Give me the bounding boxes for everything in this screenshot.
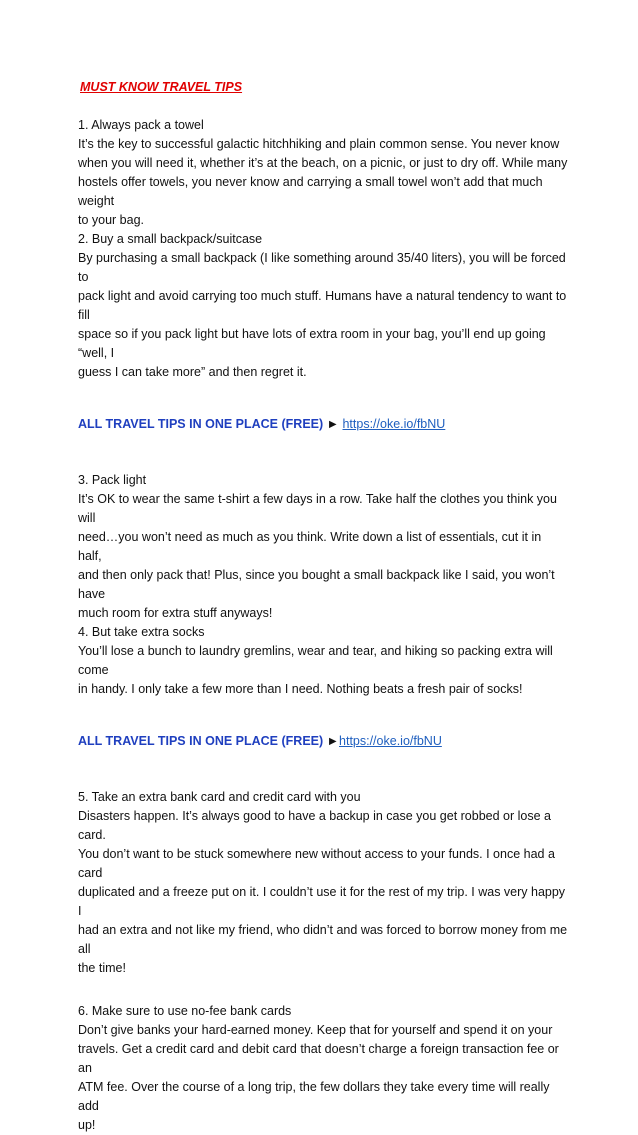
promo-link[interactable]: https://oke.io/fbNU <box>339 734 442 748</box>
tip-6-heading: 6. Make sure to use no-fee bank cards <box>78 1004 292 1018</box>
tip-4-heading: 4. But take extra socks <box>78 625 205 639</box>
promo-line-1 <box>78 415 568 434</box>
spacer <box>78 97 568 116</box>
tip-4-body: You’ll lose a bunch to laundry gremlins, wear and tear, and hiking so packing extra will come in handy. I only take a few more than I need. Nothing beats a fresh pair of socks! <box>78 644 553 696</box>
spacer <box>78 434 568 471</box>
tip-2-heading: 2. Buy a small backpack/suitcase <box>78 232 263 246</box>
tip-3-heading: 3. Pack light <box>78 473 147 487</box>
promo-line-2 <box>78 732 568 751</box>
promo-link[interactable]: https://oke.io/fbNU <box>342 417 446 431</box>
tip-1-heading: 1. Always pack a towel <box>78 118 204 132</box>
spacer <box>78 978 568 1002</box>
arrow-icon: ► <box>323 417 343 431</box>
tip-6-body: Don’t give banks your hard-earned money. Keep that for yourself and spend it on your travels. Get a credit card and debit card that doesn’t charge a foreign transaction fee or an ATM fee. Over the course of a long trip, the few dollars they take every time will really add up! <box>78 1023 559 1132</box>
document-title: MUST KNOW TRAVEL TIPS <box>80 80 243 94</box>
tip-5-heading: 5. Take an extra bank card and credit card with you <box>78 790 361 804</box>
tip-2-body: By purchasing a small backpack (I like something around 35/40 liters), you will be forced to pack light and avoid carrying too much stuff. Humans have a natural tendency to want to fill space so if you pack light but have lots of extra room in your bag, you’ll end up going “well, I guess I can take more” and then regret it. <box>78 251 567 379</box>
arrow-icon: ► <box>323 734 340 748</box>
promo-text: ALL TRAVEL TIPS IN ONE PLACE (FREE) <box>78 417 324 431</box>
tip-3-body: It’s OK to wear the same t-shirt a few days in a row. Take half the clothes you think you will need…you won’t need as much as you think. Write down a list of essentials, cut it in half, and then only pack that! Plus, since you bought a small backpack like I said, you won’t have much room for extra stuff anyways! <box>78 492 557 620</box>
document-page <box>78 78 568 1135</box>
tip-5-body: Disasters happen. It’s always good to have a backup in case you get robbed or lose a card. You don’t want to be stuck somewhere new without access to your funds. I once had a card duplicated and a freeze put on it. I couldn’t use it for the rest of my trip. I was very happy I had an extra and not like my friend, who didn’t and was forced to borrow money from me all the time! <box>78 809 568 975</box>
spacer <box>78 751 568 788</box>
spacer <box>78 699 568 732</box>
promo-text: ALL TRAVEL TIPS IN ONE PLACE (FREE) <box>78 734 324 748</box>
spacer <box>78 382 568 415</box>
tip-1-body: It’s the key to successful galactic hitchhiking and plain common sense. You never know when you will need it, whether it’s at the beach, on a picnic, or just to dry off. While many hostels offer towels, you never know and carrying a small towel won’t add that much weight to your bag. <box>78 137 568 227</box>
